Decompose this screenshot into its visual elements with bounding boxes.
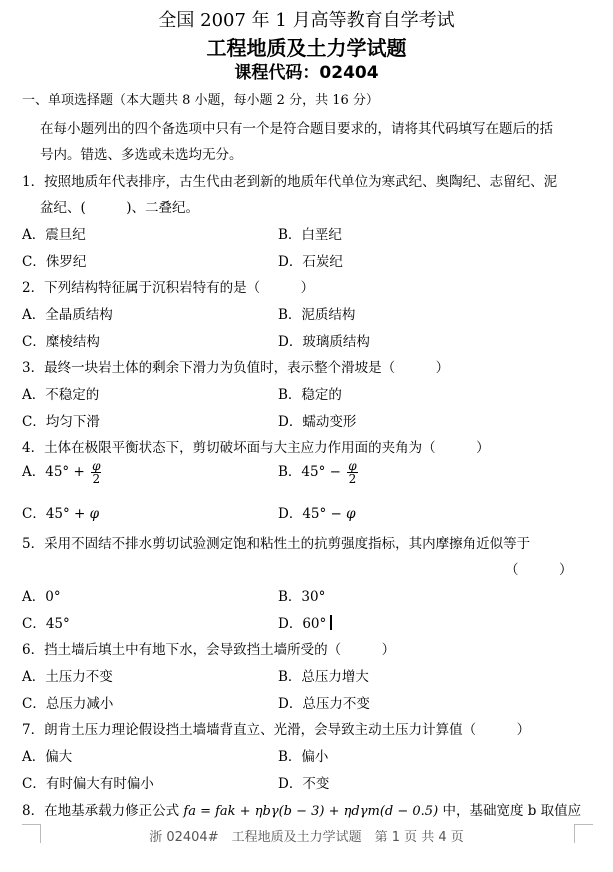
- q2-option-d: D．玻璃质结构: [278, 334, 370, 350]
- question-5: 5．采用不固结不排水剪切试验测定饱和粘性土的抗剪强度指标，其内摩擦角近似等于: [22, 536, 531, 552]
- q4-option-c-prefix: C．45° +: [22, 506, 86, 522]
- q6-option-d: D．总压力不变: [278, 696, 370, 712]
- q5-option-c: C．45°: [22, 616, 70, 632]
- question-2: 2．下列结构特征属于沉积岩特有的是（ ）: [22, 280, 315, 296]
- exam-line: 全国 2007 年 1 月高等教育自学考试: [158, 10, 455, 31]
- q7-option-b: B．偏小: [278, 749, 329, 765]
- q3-option-a: A．不稳定的: [22, 387, 100, 403]
- q2-option-a: A．全晶质结构: [22, 307, 113, 323]
- section-heading: 一、单项选择题（本大题共 8 小题，每小题 2 分，共 16 分）: [22, 93, 379, 108]
- q1-option-c: C．侏罗纪: [22, 254, 87, 270]
- q6-option-b: B．总压力增大: [278, 669, 369, 685]
- phi-symbol: φ: [89, 506, 100, 522]
- fraction-numerator: φ: [348, 459, 357, 473]
- question-4: 4．土体在极限平衡状态下，剪切破坏面与大主应力作用面的夹角为（ ）: [22, 440, 490, 456]
- q7-option-d: D．不变: [278, 776, 330, 792]
- page-title: 工程地质及土力学试题: [206, 36, 407, 60]
- q4-option-a-prefix: A．45° +: [22, 464, 85, 480]
- question-8: [22, 799, 581, 819]
- question-5-bracket: （ ）: [505, 562, 573, 578]
- course-code: 课程代码：02404: [234, 63, 379, 83]
- q1-option-a: A．震旦纪: [22, 227, 86, 243]
- q7-option-a: A．偏大: [22, 749, 73, 765]
- fraction-denominator: 2: [348, 472, 357, 486]
- q1-option-d: D．石炭纪: [278, 254, 343, 270]
- q4-option-a-fraction: [91, 460, 101, 485]
- q5-option-d-wrap: [278, 612, 332, 632]
- q4-option-b-prefix: B．45° −: [278, 464, 341, 480]
- question-8-suffix: 中，基础宽度 b 取值应: [442, 803, 582, 819]
- question-3: 3．最终一块岩土体的剩余下滑力为负值时，表示整个滑坡是（ ）: [22, 360, 450, 376]
- fraction-denominator: 2: [92, 472, 101, 486]
- q4-option-b-fraction: [347, 460, 357, 485]
- question-6: 6．挡土墙后填土中有地下水，会导致挡土墙所受的（ ）: [22, 642, 396, 658]
- q4-option-d: [278, 502, 356, 522]
- fraction-numerator: φ: [92, 459, 101, 473]
- q1-option-b: B．白垩纪: [278, 227, 342, 243]
- bearing-capacity-formula: fa = fak + ηbγ(b − 3) + ηdγm(d − 0.5): [183, 804, 439, 819]
- q3-option-d: D．蠕动变形: [278, 414, 357, 430]
- q4-option-d-prefix: D．45° −: [278, 506, 342, 522]
- text-cursor: [330, 615, 332, 630]
- q4-option-b: [278, 460, 358, 485]
- page-footer: 浙 02404# 工程地质及土力学试题 第 1 页 共 4 页: [149, 830, 464, 845]
- q5-option-b: B．30°: [278, 589, 326, 605]
- q3-option-b: B．稳定的: [278, 387, 342, 403]
- q5-option-a: A．0°: [22, 589, 61, 605]
- q2-option-c: C．糜棱结构: [22, 334, 100, 350]
- question-1-line-2: 盆纪、( )、二叠纪。: [40, 200, 200, 216]
- q6-option-a: A．土压力不变: [22, 669, 113, 685]
- q2-option-b: B．泥质结构: [278, 307, 356, 323]
- instruction-line-1: 在每小题列出的四个备选项中只有一个是符合题目要求的，请将其代码填写在题后的括: [40, 121, 553, 137]
- question-7: 7．朗肯土压力理论假设挡土墙墙背直立、光滑，会导致主动土压力计算值（ ）: [22, 722, 531, 738]
- q6-option-c: C．总压力减小: [22, 696, 114, 712]
- question-1-line-1: 1．按照地质年代表排序，古生代由老到新的地质年代单位为寒武纪、奥陶纪、志留纪、泥: [22, 174, 558, 190]
- question-8-prefix: 8．在地基承载力修正公式: [22, 803, 180, 819]
- q4-option-a: [22, 460, 101, 485]
- phi-symbol: φ: [346, 506, 356, 522]
- instruction-line-2: 号内。错选、多选或未选均无分。: [40, 147, 243, 163]
- q3-option-c: C．均匀下滑: [22, 414, 100, 430]
- q4-option-c: [22, 502, 99, 522]
- q7-option-c: C．有时偏大有时偏小: [22, 776, 154, 792]
- q5-option-d: D．60°: [278, 616, 327, 632]
